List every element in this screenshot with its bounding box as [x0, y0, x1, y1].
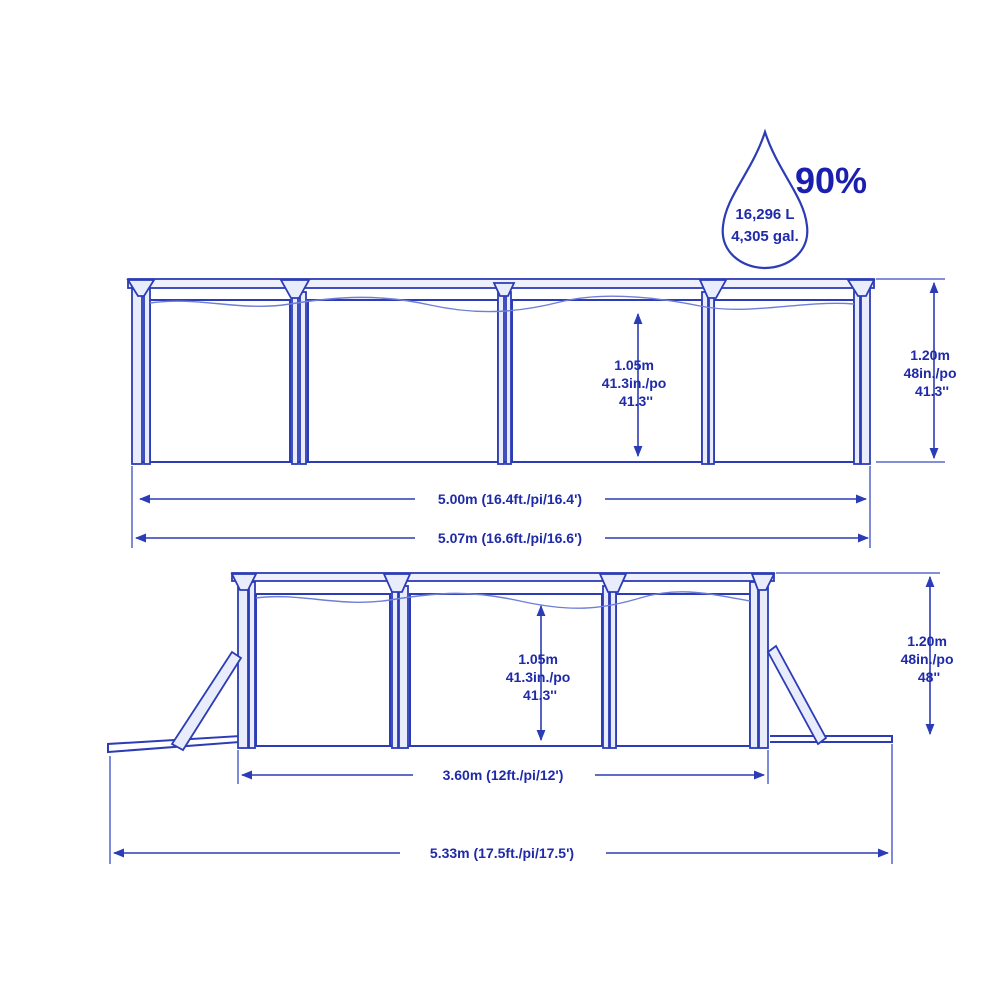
- side-view: [108, 573, 957, 864]
- wall-height-label: 1.20m 48in./po 41.3'': [903, 347, 957, 399]
- inner-length-label: 3.60m (12ft./pi/12'): [442, 767, 564, 783]
- volume-liters: 16,296 L: [735, 206, 795, 223]
- inner-length-label: 5.00m (16.4ft./pi/16.4'): [437, 491, 583, 507]
- fill-percent: 90%: [795, 160, 868, 201]
- water-volume-badge: [723, 132, 867, 268]
- pool-panel: [308, 300, 498, 462]
- pool-panel: [256, 594, 390, 746]
- pool-panel: [616, 594, 750, 746]
- top-rail: [232, 573, 774, 581]
- pool-panel: [714, 300, 854, 462]
- pool-panel: [150, 300, 290, 462]
- water-height-label: 1.05m 41.3in./po 41.3'': [601, 357, 667, 409]
- front-view: [128, 279, 960, 548]
- support-posts: [232, 574, 774, 748]
- left-brace: [172, 652, 241, 750]
- outer-length-label: 5.07m (16.6ft./pi/16.6'): [437, 530, 583, 546]
- right-brace: [768, 646, 826, 744]
- wall-height-label: 1.20m 48in./po 48'': [900, 633, 954, 685]
- outer-length-label: 5.33m (17.5ft./pi/17.5'): [429, 845, 575, 861]
- water-height-label: 1.05m 41.3in./po 41.3'': [505, 651, 571, 703]
- volume-gallons: 4,305 gal.: [731, 228, 799, 245]
